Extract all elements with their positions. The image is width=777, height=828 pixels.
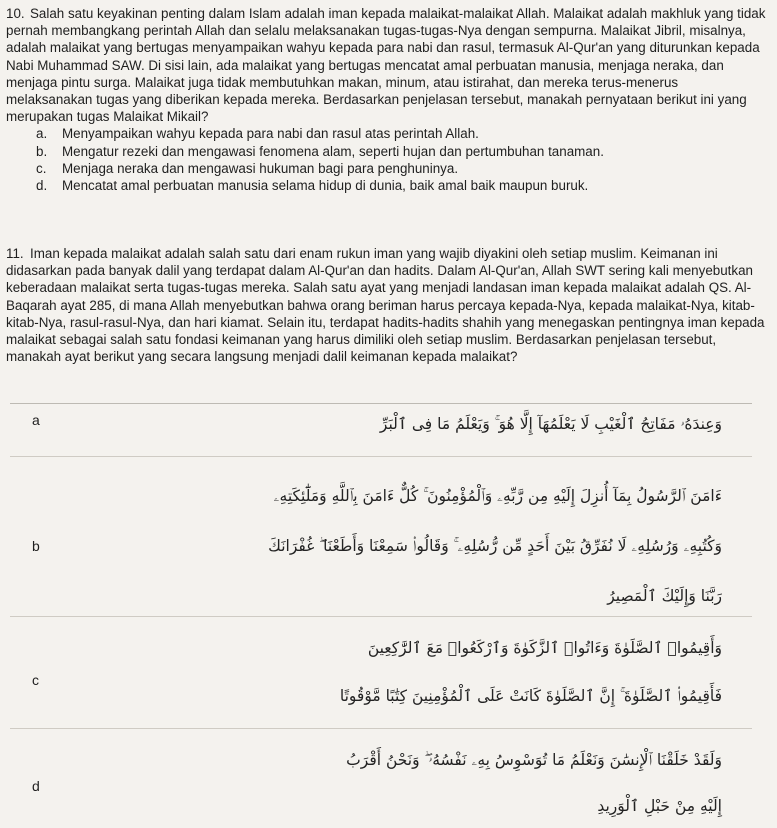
option-text: Mengatur rezeki dan mengawasi fenomena alam, seperti hujan dan pertumbuhan tanaman. xyxy=(62,143,604,159)
question-number: 10. xyxy=(6,6,25,21)
question-11 xyxy=(6,245,768,365)
ayat-line: رَبَّنَا وَإِلَيْكَ ٱلْمَصِيرُ xyxy=(607,587,722,605)
option-text: Menyampaikan wahyu kepada para nabi dan rasul atas perintah Allah. xyxy=(62,126,479,142)
option-letter: c. xyxy=(36,160,47,176)
option-letter: a. xyxy=(36,126,48,142)
option-a[interactable] xyxy=(36,125,768,142)
option-letter: d xyxy=(32,778,40,794)
ayat-line: ءَامَنَ ٱلرَّسُولُ بِمَآ أُنزِلَ إِلَيْهِ مِن رَّبِّهِۦ وَٱلْمُؤْمِنُونَ ۚ كُلٌّ ءَامَنَ بِٱللَّهِ وَمَلَٰٓئِكَتِهِۦ xyxy=(273,487,722,505)
ayat-line: وَلَقَدْ خَلَقْنَا ٱلْإِنسَٰنَ وَنَعْلَمُ مَا تُوَسْوِسُ بِهِۦ نَفْسُهُۥ ۖ وَنَحْنُ أَقْرَبُ xyxy=(346,751,722,769)
arabic-options-table xyxy=(10,403,752,828)
option-b[interactable] xyxy=(36,143,768,160)
option-row-a[interactable] xyxy=(10,404,752,457)
question-stem: Salah satu keyakinan penting dalam Islam adalah iman kepada malaikat-malaikat Allah. Malaikat adalah makhluk yang tidak pernah membangkang perintah Allah dan selalu melaksanakan tugas-tugas-Nya dengan sempurna. Malaikat Jibril, misalnya, adalah malaikat yang bertugas menyampaikan wahyu kepada para nabi dan rasul, termasuk Al-Qur'an yang diturunkan kepada Nabi Muhammad SAW. Di sisi lain, ada malaikat yang bertugas mencatat amal perbuatan manusia, menjaga neraka, dan menjaga pintu surga. Malaikat juga tidak membutuhkan makan, minum, atau istirahat, dan mereka terus-menerus melaksanakan tugas yang diberikan kepada mereka. Berdasarkan penjelasan tersebut, manakah pernyataan berikut ini yang merupakan tugas Malaikat Mikail? xyxy=(6,6,766,125)
option-text: Menjaga neraka dan mengawasi hukuman bagi para penghuninya. xyxy=(62,160,459,176)
option-d[interactable] xyxy=(36,177,768,194)
option-letter: c xyxy=(32,672,39,688)
option-letter: d. xyxy=(36,178,48,194)
option-row-d[interactable] xyxy=(10,728,752,828)
ayat-line: وَكُتُبِهِۦ وَرُسُلِهِۦ لَا نُفَرِّقُ بَيْنَ أَحَدٍ مِّن رُّسُلِهِۦ ۚ وَقَالُوا۟ سَمِعْنَا وَأَطَعْنَا ۖ غُفْرَانَكَ xyxy=(268,537,722,555)
question-10-stem-block xyxy=(6,5,768,125)
option-letter: a xyxy=(32,412,40,428)
option-text: Mencatat amal perbuatan manusia selama hidup di dunia, baik amal baik maupun buruk. xyxy=(62,178,589,194)
question-10 xyxy=(6,5,768,194)
question-number: 11. xyxy=(6,246,24,261)
question-stem: Iman kepada malaikat adalah salah satu dari enam rukun iman yang wajib diyakini oleh setiap muslim. Keimanan ini didasarkan pada banyak dalil yang terdapat dalam Al-Qur'an dan hadits. Dalam Al-Qur'an, Allah SWT sering kali menyebutkan keberadaan malaikat serta tugas-tugas mereka. Salah satu ayat yang menjadi landasan iman kepada malaikat adalah QS. Al-Baqarah ayat 285, di mana Allah menyebutkan bahwa orang beriman harus percaya kepada-Nya, kepada malaikat-Nya, kitab-kitab-Nya, rasul-rasul-Nya, dan hari kiamat. Selain itu, terdapat hadits-hadits shahih yang menegaskan pentingnya iman kepada malaikat sebagai salah satu fondasi keimanan yang harus dimiliki oleh setiap muslim. Berdasarkan penjelasan tersebut, manakah ayat berikut yang secara langsung menjadi dalil keimanan kepada malaikat? xyxy=(6,246,765,365)
ayat-line: وَعِندَهُۥ مَفَاتِحُ ٱلْغَيْبِ لَا يَعْلَمُهَآ إِلَّا هُوَ ۚ وَيَعْلَمُ مَا فِى ٱلْبَرِّ xyxy=(379,415,722,433)
option-c[interactable] xyxy=(36,160,768,177)
option-row-c[interactable] xyxy=(10,616,752,729)
option-letter: b. xyxy=(36,143,48,159)
ayat-line: فَأَقِيمُوا۟ ٱلصَّلَوٰةَ ۚ إِنَّ ٱلصَّلَوٰةَ كَانَتْ عَلَى ٱلْمُؤْمِنِينَ كِتَٰبًا مَّوْقُوتًا xyxy=(339,687,722,705)
option-letter: b xyxy=(32,538,40,554)
ayat-line: إِلَيْهِ مِنْ حَبْلِ ٱلْوَرِيدِ xyxy=(597,797,722,815)
option-row-b[interactable] xyxy=(10,456,752,617)
ayat-line: وَأَقِيمُوا۟ ٱلصَّلَوٰةَ وَءَاتُوا۟ ٱلزَّكَوٰةَ وَٱرْكَعُوا۟ مَعَ ٱلرَّٰكِعِينَ xyxy=(367,639,722,657)
question-11-stem-block xyxy=(6,245,768,365)
